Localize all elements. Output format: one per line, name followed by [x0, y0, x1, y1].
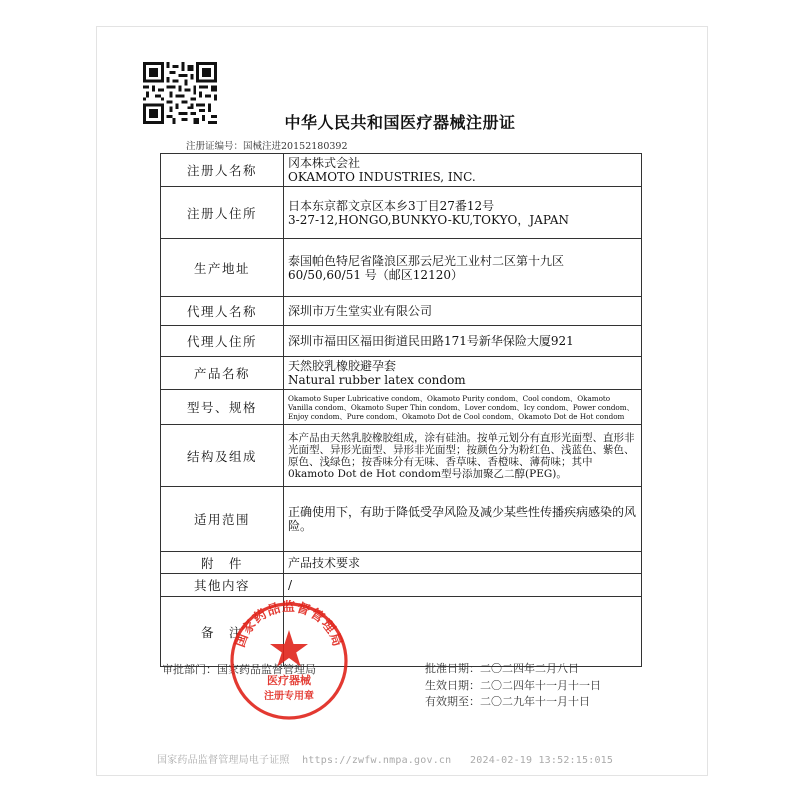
row-value [284, 574, 642, 597]
stamp-outer-text: 国家药品监督管理局 [233, 600, 345, 650]
approve-date-line [425, 661, 601, 678]
table-row [161, 239, 642, 297]
row-value [284, 154, 642, 187]
row-value [284, 487, 642, 552]
table-row [161, 187, 642, 239]
value-line: Okamoto Super Lubricative condom、Okamoto Purity condom、Cool condom、Okamoto Vanilla condom、Okamoto Super Thin condom、Lover condom、Icy condom、Power condom、Enjoy condom、Pure condom、Okamoto Dot de Cool condom、Okamoto Dot de Hot condom [288, 393, 634, 421]
approval-department-value: 国家药品监督管理局 [217, 663, 316, 676]
row-label: 代理人名称 [161, 297, 284, 326]
stamp-star-icon [270, 630, 308, 667]
approve-date-value: 二〇二四年二月八日 [480, 662, 579, 675]
value-line: 深圳市福田区福田街道民田路171号新华保险大厦921 [288, 334, 574, 348]
table-row [161, 487, 642, 552]
value-line: Natural rubber latex condom [288, 373, 466, 387]
electronic-license-watermark [157, 751, 613, 766]
approve-date-label: 批准日期： [425, 662, 480, 675]
row-label: 注册人住所 [161, 187, 284, 239]
document-title: 中华人民共和国医疗器械注册证 [284, 113, 516, 132]
value-line: / [288, 578, 293, 592]
watermark-url: https://zwfw.nmpa.gov.cn [302, 755, 452, 766]
row-label: 备 注 [161, 597, 284, 667]
official-seal-stamp [228, 600, 350, 722]
row-label: 产品名称 [161, 357, 284, 390]
row-value [284, 297, 642, 326]
row-value [284, 187, 642, 239]
row-value [284, 552, 642, 574]
effective-date-label: 生效日期： [425, 678, 480, 692]
approval-department-label: 审批部门： [162, 663, 217, 676]
value-line: 日本东京都文京区本乡3丁目27番12号 [288, 198, 495, 213]
certificate-number-label: 注册证编号： [186, 141, 244, 152]
row-value [284, 326, 642, 357]
row-label: 代理人住所 [161, 326, 284, 357]
value-line: 60/50,60/51 号（邮区12120） [288, 267, 463, 282]
value-line: 冈本株式会社 [288, 156, 361, 170]
row-label: 附 件 [161, 552, 284, 574]
value-line: OKAMOTO INDUSTRIES, INC. [288, 170, 476, 184]
row-label: 型号、规格 [161, 390, 284, 425]
row-label: 适用范围 [161, 487, 284, 552]
table-row [161, 154, 642, 187]
watermark-org: 国家药品监督管理局电子证照 [157, 755, 290, 766]
certificate-number [186, 138, 348, 152]
value-line: 深圳市万生堂实业有限公司 [288, 304, 433, 318]
table-row [161, 425, 642, 487]
row-value [284, 357, 642, 390]
table-row [161, 357, 642, 390]
row-label: 其他内容 [161, 574, 284, 597]
row-value [284, 239, 642, 297]
registration-table [160, 153, 642, 667]
value-line: 泰国帕色特尼省隆浪区那云尼光工业村二区第十九区 [288, 253, 565, 268]
value-line: 3-27-12,HONGO,BUNKYO-KU,TOKYO，JAPAN [288, 212, 569, 227]
stamp-inner-line2: 注册专用章 [264, 691, 314, 702]
table-row [161, 552, 642, 574]
row-label: 结构及组成 [161, 425, 284, 487]
row-value [284, 390, 642, 425]
value-line: 正确使用下，有助于降低受孕风险及减少某些性传播疾病感染的风险。 [288, 505, 637, 533]
row-label: 注册人名称 [161, 154, 284, 187]
row-value [284, 425, 642, 487]
certificate-number-value: 国械注进20152180392 [243, 141, 348, 152]
expire-date-line [425, 694, 601, 711]
row-label: 生产地址 [161, 239, 284, 297]
table-row [161, 297, 642, 326]
effective-date-line [425, 678, 601, 695]
approval-dates [425, 661, 601, 711]
value-line: 本产品由天然乳胶橡胶组成，涂有硅油。按单元划分有直形光面型、直形非光面型、异形光面型、异形非光面型；按颜色分为粉红色、浅蓝色、紫色、原色、浅绿色；按香味分有无味、香草味、香橙味、薄荷味；其中0kamoto Dot de Hot condom型号添加聚乙二醇(PEG)。 [288, 431, 635, 480]
value-line: 产品技术要求 [288, 555, 361, 570]
expire-date-label: 有效期至： [425, 695, 480, 708]
table-row [161, 574, 642, 597]
effective-date-value: 二〇二四年十一月十一日 [480, 678, 601, 692]
table-row [161, 390, 642, 425]
watermark-timestamp: 2024-02-19 13:52:15:015 [470, 755, 614, 766]
table-row [161, 326, 642, 357]
expire-date-value: 二〇二九年十一月十日 [480, 695, 590, 708]
stamp-inner-line1: 医疗器械 [267, 674, 311, 687]
value-line: 天然胶乳橡胶避孕套 [288, 359, 397, 373]
